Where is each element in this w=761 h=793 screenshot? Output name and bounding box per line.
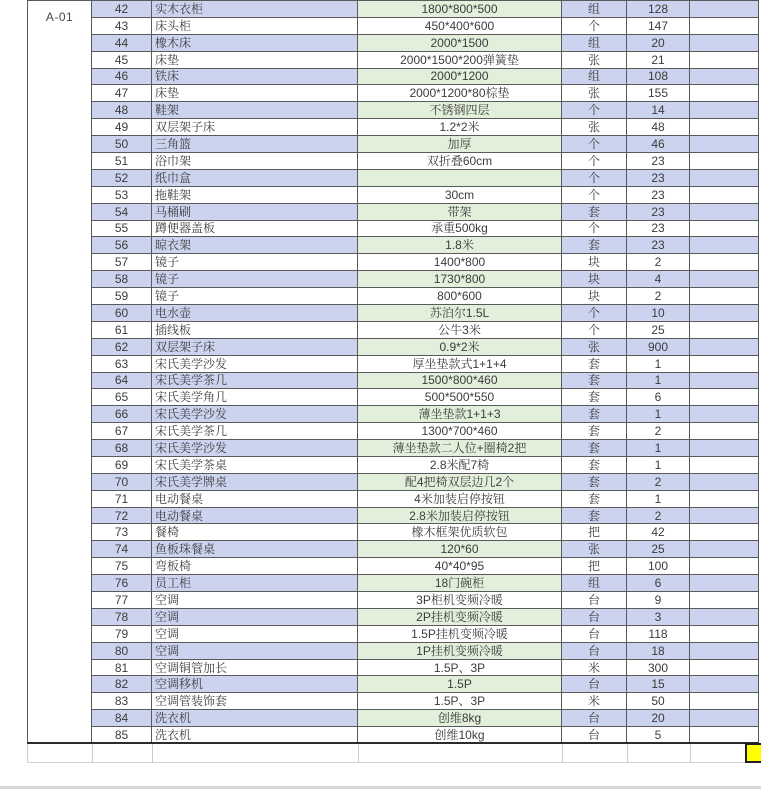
- cell-unit-row64[interactable]: 套: [562, 373, 627, 390]
- cell-no-row52[interactable]: 52: [92, 170, 152, 187]
- cell-blank-row72[interactable]: [690, 508, 759, 525]
- cell-blank-row67[interactable]: [690, 423, 759, 440]
- cell-unit-row68[interactable]: 套: [562, 440, 627, 457]
- cell-unit-row59[interactable]: 块: [562, 288, 627, 305]
- cell-unit-row57[interactable]: 块: [562, 254, 627, 271]
- cell-qty-row51[interactable]: 23: [627, 153, 690, 170]
- gridline: [627, 744, 628, 762]
- table-bottom-border: [27, 742, 759, 744]
- cell-item-row75[interactable]: 弯板椅: [152, 558, 358, 575]
- cell-no-row48[interactable]: 48: [92, 102, 152, 119]
- cell-no-row54[interactable]: 54: [92, 204, 152, 221]
- cell-qty-row47[interactable]: 155: [627, 85, 690, 102]
- cell-item-row64[interactable]: 宋氏美学茶几: [152, 373, 358, 390]
- cell-unit-row51[interactable]: 个: [562, 153, 627, 170]
- cell-no-row61[interactable]: 61: [92, 322, 152, 339]
- cell-spec-row46[interactable]: 2000*1200: [358, 69, 562, 86]
- cell-blank-row44[interactable]: [690, 35, 759, 52]
- cell-no-row63[interactable]: 63: [92, 356, 152, 373]
- cell-no-row56[interactable]: 56: [92, 237, 152, 254]
- cell-spec-row79[interactable]: 1.5P挂机变频冷暖: [358, 626, 562, 643]
- cell-item-row72[interactable]: 电动餐桌: [152, 508, 358, 525]
- cell-unit-row61[interactable]: 个: [562, 322, 627, 339]
- cell-qty-row59[interactable]: 2: [627, 288, 690, 305]
- cell-item-row69[interactable]: 宋氏美学茶桌: [152, 457, 358, 474]
- cell-qty-row74[interactable]: 25: [627, 541, 690, 558]
- cell-qty-row82[interactable]: 15: [627, 676, 690, 693]
- cell-item-row68[interactable]: 宋氏美学沙发: [152, 440, 358, 457]
- cell-unit-row84[interactable]: 台: [562, 710, 627, 727]
- cell-qty-row60[interactable]: 10: [627, 305, 690, 322]
- cell-item-row42[interactable]: 实木衣柜: [152, 1, 358, 18]
- cell-blank-row61[interactable]: [690, 322, 759, 339]
- cell-blank-row75[interactable]: [690, 558, 759, 575]
- cell-qty-row75[interactable]: 100: [627, 558, 690, 575]
- cell-spec-row44[interactable]: 2000*1500: [358, 35, 562, 52]
- cell-item-row83[interactable]: 空调管装饰套: [152, 693, 358, 710]
- cell-spec-row69[interactable]: 2.8米配7椅: [358, 457, 562, 474]
- cell-spec-row77[interactable]: 3P柜机变频冷暖: [358, 592, 562, 609]
- cell-spec-row82[interactable]: 1.5P: [358, 676, 562, 693]
- cell-unit-row54[interactable]: 套: [562, 204, 627, 221]
- cell-no-row70[interactable]: 70: [92, 474, 152, 491]
- cell-qty-row85[interactable]: 5: [627, 727, 690, 744]
- cell-unit-row70[interactable]: 套: [562, 474, 627, 491]
- cell-blank-row64[interactable]: [690, 373, 759, 390]
- cell-unit-row80[interactable]: 台: [562, 643, 627, 660]
- cell-unit-row52[interactable]: 个: [562, 170, 627, 187]
- cell-spec-row72[interactable]: 2.8米加装启停按钮: [358, 508, 562, 525]
- cell-item-row59[interactable]: 镜子: [152, 288, 358, 305]
- cell-blank-row54[interactable]: [690, 204, 759, 221]
- cell-blank-row42[interactable]: [690, 1, 759, 18]
- cell-spec-row48[interactable]: 不锈钢四层: [358, 102, 562, 119]
- cell-item-row67[interactable]: 宋氏美学茶几: [152, 423, 358, 440]
- cell-blank-row83[interactable]: [690, 693, 759, 710]
- cell-no-row43[interactable]: 43: [92, 18, 152, 35]
- cell-spec-row63[interactable]: 厚坐垫款式1+1+4: [358, 356, 562, 373]
- cell-no-row80[interactable]: 80: [92, 643, 152, 660]
- cell-qty-row77[interactable]: 9: [627, 592, 690, 609]
- cell-item-row82[interactable]: 空调移机: [152, 676, 358, 693]
- cell-blank-row65[interactable]: [690, 389, 759, 406]
- cell-unit-row66[interactable]: 套: [562, 406, 627, 423]
- cell-item-row54[interactable]: 马桶刷: [152, 204, 358, 221]
- cell-item-row65[interactable]: 宋氏美学角几: [152, 389, 358, 406]
- cell-no-row65[interactable]: 65: [92, 389, 152, 406]
- cell-unit-row67[interactable]: 套: [562, 423, 627, 440]
- cell-qty-row62[interactable]: 900: [627, 339, 690, 356]
- cell-spec-row56[interactable]: 1.8米: [358, 237, 562, 254]
- cell-unit-row58[interactable]: 块: [562, 271, 627, 288]
- cell-no-row77[interactable]: 77: [92, 592, 152, 609]
- cell-no-row78[interactable]: 78: [92, 609, 152, 626]
- cell-item-row51[interactable]: 浴巾架: [152, 153, 358, 170]
- cell-blank-row53[interactable]: [690, 187, 759, 204]
- cell-item-row71[interactable]: 电动餐桌: [152, 491, 358, 508]
- cell-qty-row73[interactable]: 42: [627, 524, 690, 541]
- cell-qty-row78[interactable]: 3: [627, 609, 690, 626]
- cell-unit-row76[interactable]: 组: [562, 575, 627, 592]
- cell-spec-row81[interactable]: 1.5P、3P: [358, 660, 562, 677]
- cell-blank-row70[interactable]: [690, 474, 759, 491]
- cell-blank-row57[interactable]: [690, 254, 759, 271]
- cell-qty-row54[interactable]: 23: [627, 204, 690, 221]
- cell-blank-row82[interactable]: [690, 676, 759, 693]
- cell-spec-row83[interactable]: 1.5P、3P: [358, 693, 562, 710]
- cell-spec-row75[interactable]: 40*40*95: [358, 558, 562, 575]
- cell-qty-row79[interactable]: 118: [627, 626, 690, 643]
- cell-qty-row42[interactable]: 128: [627, 1, 690, 18]
- cell-unit-row72[interactable]: 套: [562, 508, 627, 525]
- cell-no-row82[interactable]: 82: [92, 676, 152, 693]
- cell-qty-row52[interactable]: 23: [627, 170, 690, 187]
- cell-no-row68[interactable]: 68: [92, 440, 152, 457]
- cell-unit-row56[interactable]: 套: [562, 237, 627, 254]
- cell-blank-row63[interactable]: [690, 356, 759, 373]
- cell-qty-row55[interactable]: 23: [627, 221, 690, 238]
- cell-item-row74[interactable]: 鱼板珠餐桌: [152, 541, 358, 558]
- cell-spec-row51[interactable]: 双折叠60cm: [358, 153, 562, 170]
- zone-label-cell[interactable]: A-01: [27, 0, 92, 744]
- cell-qty-row66[interactable]: 1: [627, 406, 690, 423]
- gridline: [92, 744, 93, 762]
- cell-no-row51[interactable]: 51: [92, 153, 152, 170]
- cell-blank-row47[interactable]: [690, 85, 759, 102]
- cell-no-row71[interactable]: 71: [92, 491, 152, 508]
- cell-item-row56[interactable]: 晾衣架: [152, 237, 358, 254]
- cell-qty-row43[interactable]: 147: [627, 18, 690, 35]
- cell-spec-row60[interactable]: 苏泊尔1.5L: [358, 305, 562, 322]
- inventory-table: [92, 0, 759, 744]
- cell-spec-row84[interactable]: 创维8kg: [358, 710, 562, 727]
- cell-blank-row76[interactable]: [690, 575, 759, 592]
- cell-spec-row68[interactable]: 薄坐垫款二人位+圈椅2把: [358, 440, 562, 457]
- cell-item-row55[interactable]: 蹲便器盖板: [152, 221, 358, 238]
- cell-blank-row49[interactable]: [690, 119, 759, 136]
- cell-unit-row75[interactable]: 把: [562, 558, 627, 575]
- cell-spec-row45[interactable]: 2000*1500*200弹簧垫: [358, 52, 562, 69]
- cell-qty-row72[interactable]: 2: [627, 508, 690, 525]
- cell-unit-row45[interactable]: 张: [562, 52, 627, 69]
- cell-item-row77[interactable]: 空调: [152, 592, 358, 609]
- cell-qty-row68[interactable]: 1: [627, 440, 690, 457]
- cell-no-row55[interactable]: 55: [92, 221, 152, 238]
- cell-spec-row49[interactable]: 1.2*2米: [358, 119, 562, 136]
- cell-no-row46[interactable]: 46: [92, 69, 152, 86]
- cell-item-row53[interactable]: 拖鞋架: [152, 187, 358, 204]
- cell-blank-row60[interactable]: [690, 305, 759, 322]
- cell-no-row74[interactable]: 74: [92, 541, 152, 558]
- cell-no-row50[interactable]: 50: [92, 136, 152, 153]
- cell-unit-row74[interactable]: 张: [562, 541, 627, 558]
- cell-unit-row79[interactable]: 台: [562, 626, 627, 643]
- cell-item-row57[interactable]: 镜子: [152, 254, 358, 271]
- cell-spec-row47[interactable]: 2000*1200*80棕垫: [358, 85, 562, 102]
- cell-blank-row69[interactable]: [690, 457, 759, 474]
- cell-blank-row73[interactable]: [690, 524, 759, 541]
- cell-qty-row69[interactable]: 1: [627, 457, 690, 474]
- cell-spec-row65[interactable]: 500*500*550: [358, 389, 562, 406]
- cell-item-row78[interactable]: 空调: [152, 609, 358, 626]
- cell-no-row59[interactable]: 59: [92, 288, 152, 305]
- cell-no-row81[interactable]: 81: [92, 660, 152, 677]
- cell-unit-row62[interactable]: 张: [562, 339, 627, 356]
- cell-blank-row79[interactable]: [690, 626, 759, 643]
- cell-qty-row70[interactable]: 2: [627, 474, 690, 491]
- cell-item-row60[interactable]: 电水壶: [152, 305, 358, 322]
- cell-no-row47[interactable]: 47: [92, 85, 152, 102]
- cell-item-row44[interactable]: 橡木床: [152, 35, 358, 52]
- cell-item-row85[interactable]: 洗衣机: [152, 727, 358, 744]
- cell-item-row46[interactable]: 铁床: [152, 69, 358, 86]
- cell-qty-row61[interactable]: 25: [627, 322, 690, 339]
- gridline: [690, 744, 691, 762]
- cell-qty-row67[interactable]: 2: [627, 423, 690, 440]
- cell-blank-row51[interactable]: [690, 153, 759, 170]
- cell-no-row58[interactable]: 58: [92, 271, 152, 288]
- cell-blank-row56[interactable]: [690, 237, 759, 254]
- cell-unit-row48[interactable]: 个: [562, 102, 627, 119]
- cell-unit-row81[interactable]: 米: [562, 660, 627, 677]
- cell-spec-row61[interactable]: 公牛3米: [358, 322, 562, 339]
- cell-spec-row53[interactable]: 30cm: [358, 187, 562, 204]
- cell-item-row62[interactable]: 双层架子床: [152, 339, 358, 356]
- cell-qty-row56[interactable]: 23: [627, 237, 690, 254]
- cell-blank-row80[interactable]: [690, 643, 759, 660]
- cell-blank-row58[interactable]: [690, 271, 759, 288]
- cell-unit-row73[interactable]: 把: [562, 524, 627, 541]
- cell-item-row81[interactable]: 空调铜管加长: [152, 660, 358, 677]
- cell-spec-row70[interactable]: 配4把椅双层边几2个: [358, 474, 562, 491]
- cell-item-row61[interactable]: 插线板: [152, 322, 358, 339]
- cell-blank-row59[interactable]: [690, 288, 759, 305]
- cell-item-row49[interactable]: 双层架子床: [152, 119, 358, 136]
- cell-spec-row78[interactable]: 2P挂机变频冷暖: [358, 609, 562, 626]
- cell-blank-row48[interactable]: [690, 102, 759, 119]
- cell-unit-row65[interactable]: 套: [562, 389, 627, 406]
- cell-item-row66[interactable]: 宋氏美学沙发: [152, 406, 358, 423]
- cell-spec-row62[interactable]: 0.9*2米: [358, 339, 562, 356]
- cell-spec-row59[interactable]: 800*600: [358, 288, 562, 305]
- cell-unit-row63[interactable]: 套: [562, 356, 627, 373]
- cell-spec-row71[interactable]: 4米加装启停按钮: [358, 491, 562, 508]
- cell-qty-row76[interactable]: 6: [627, 575, 690, 592]
- cell-unit-row42[interactable]: 组: [562, 1, 627, 18]
- cell-no-row83[interactable]: 83: [92, 693, 152, 710]
- cell-qty-row71[interactable]: 1: [627, 491, 690, 508]
- cell-no-row57[interactable]: 57: [92, 254, 152, 271]
- cell-item-row47[interactable]: 床垫: [152, 85, 358, 102]
- cell-spec-row57[interactable]: 1400*800: [358, 254, 562, 271]
- gridline: [562, 744, 563, 762]
- cell-item-row52[interactable]: 纸巾盒: [152, 170, 358, 187]
- cell-spec-row64[interactable]: 1500*800*460: [358, 373, 562, 390]
- cell-blank-row52[interactable]: [690, 170, 759, 187]
- cell-qty-row45[interactable]: 21: [627, 52, 690, 69]
- cell-item-row84[interactable]: 洗衣机: [152, 710, 358, 727]
- cell-no-row73[interactable]: 73: [92, 524, 152, 541]
- window-edge-bar: [0, 786, 761, 789]
- cell-item-row70[interactable]: 宋氏美学牌桌: [152, 474, 358, 491]
- cell-item-row80[interactable]: 空调: [152, 643, 358, 660]
- cell-no-row67[interactable]: 67: [92, 423, 152, 440]
- gridline: [358, 744, 359, 762]
- cell-unit-row85[interactable]: 台: [562, 727, 627, 744]
- cell-no-row62[interactable]: 62: [92, 339, 152, 356]
- cell-unit-row71[interactable]: 套: [562, 491, 627, 508]
- cell-qty-row53[interactable]: 23: [627, 187, 690, 204]
- cell-item-row48[interactable]: 鞋架: [152, 102, 358, 119]
- cell-blank-row78[interactable]: [690, 609, 759, 626]
- cell-spec-row58[interactable]: 1730*800: [358, 271, 562, 288]
- cell-blank-row45[interactable]: [690, 52, 759, 69]
- gridline: [152, 744, 153, 762]
- cell-unit-row55[interactable]: 个: [562, 221, 627, 238]
- cell-unit-row83[interactable]: 米: [562, 693, 627, 710]
- cell-spec-row43[interactable]: 450*400*600: [358, 18, 562, 35]
- gridline: [27, 744, 28, 762]
- cell-no-row66[interactable]: 66: [92, 406, 152, 423]
- cell-item-row76[interactable]: 员工柜: [152, 575, 358, 592]
- cell-blank-row74[interactable]: [690, 541, 759, 558]
- cell-unit-row44[interactable]: 组: [562, 35, 627, 52]
- cell-no-row79[interactable]: 79: [92, 626, 152, 643]
- cell-spec-row52[interactable]: [358, 170, 562, 187]
- cell-spec-row85[interactable]: 创维10kg: [358, 727, 562, 744]
- cell-blank-row81[interactable]: [690, 660, 759, 677]
- cell-blank-row71[interactable]: [690, 491, 759, 508]
- cell-unit-row50[interactable]: 个: [562, 136, 627, 153]
- cell-qty-row48[interactable]: 14: [627, 102, 690, 119]
- cell-qty-row64[interactable]: 1: [627, 373, 690, 390]
- cell-spec-row50[interactable]: 加厚: [358, 136, 562, 153]
- cell-item-row50[interactable]: 三角篮: [152, 136, 358, 153]
- cell-qty-row46[interactable]: 108: [627, 69, 690, 86]
- cell-blank-row84[interactable]: [690, 710, 759, 727]
- cell-blank-row50[interactable]: [690, 136, 759, 153]
- cell-no-row45[interactable]: 45: [92, 52, 152, 69]
- cell-qty-row80[interactable]: 18: [627, 643, 690, 660]
- cell-unit-row60[interactable]: 个: [562, 305, 627, 322]
- cell-spec-row80[interactable]: 1P挂机变频冷暖: [358, 643, 562, 660]
- cell-no-row49[interactable]: 49: [92, 119, 152, 136]
- cell-unit-row53[interactable]: 个: [562, 187, 627, 204]
- cell-spec-row66[interactable]: 薄坐垫款1+1+3: [358, 406, 562, 423]
- cell-item-row73[interactable]: 餐椅: [152, 524, 358, 541]
- cell-item-row45[interactable]: 床垫: [152, 52, 358, 69]
- cell-no-row53[interactable]: 53: [92, 187, 152, 204]
- cell-item-row79[interactable]: 空调: [152, 626, 358, 643]
- gridline: [27, 762, 761, 763]
- cell-blank-row46[interactable]: [690, 69, 759, 86]
- cell-no-row72[interactable]: 72: [92, 508, 152, 525]
- cell-no-row44[interactable]: 44: [92, 35, 152, 52]
- cell-qty-row63[interactable]: 1: [627, 356, 690, 373]
- cell-no-row84[interactable]: 84: [92, 710, 152, 727]
- cell-item-row63[interactable]: 宋氏美学沙发: [152, 356, 358, 373]
- cell-qty-row83[interactable]: 50: [627, 693, 690, 710]
- cell-unit-row43[interactable]: 个: [562, 18, 627, 35]
- cell-qty-row50[interactable]: 46: [627, 136, 690, 153]
- cell-spec-row73[interactable]: 橡木框架优质软包: [358, 524, 562, 541]
- cell-spec-row54[interactable]: 带架: [358, 204, 562, 221]
- highlight-cell[interactable]: [745, 743, 761, 763]
- cell-blank-row68[interactable]: [690, 440, 759, 457]
- cell-blank-row43[interactable]: [690, 18, 759, 35]
- cell-qty-row57[interactable]: 2: [627, 254, 690, 271]
- cell-spec-row74[interactable]: 120*60: [358, 541, 562, 558]
- cell-unit-row69[interactable]: 套: [562, 457, 627, 474]
- cell-unit-row82[interactable]: 台: [562, 676, 627, 693]
- cell-unit-row47[interactable]: 张: [562, 85, 627, 102]
- cell-blank-row55[interactable]: [690, 221, 759, 238]
- cell-spec-row42[interactable]: 1800*800*500: [358, 1, 562, 18]
- cell-spec-row76[interactable]: 18门碗柜: [358, 575, 562, 592]
- cell-qty-row65[interactable]: 6: [627, 389, 690, 406]
- cell-spec-row67[interactable]: 1300*700*460: [358, 423, 562, 440]
- cell-qty-row81[interactable]: 300: [627, 660, 690, 677]
- cell-qty-row49[interactable]: 48: [627, 119, 690, 136]
- cell-item-row43[interactable]: 床头柜: [152, 18, 358, 35]
- cell-unit-row77[interactable]: 台: [562, 592, 627, 609]
- cell-qty-row58[interactable]: 4: [627, 271, 690, 288]
- cell-no-row85[interactable]: 85: [92, 727, 152, 744]
- cell-item-row58[interactable]: 镜子: [152, 271, 358, 288]
- cell-blank-row77[interactable]: [690, 592, 759, 609]
- cell-blank-row66[interactable]: [690, 406, 759, 423]
- cell-no-row69[interactable]: 69: [92, 457, 152, 474]
- cell-no-row60[interactable]: 60: [92, 305, 152, 322]
- cell-unit-row78[interactable]: 台: [562, 609, 627, 626]
- cell-no-row64[interactable]: 64: [92, 373, 152, 390]
- cell-no-row75[interactable]: 75: [92, 558, 152, 575]
- cell-unit-row49[interactable]: 张: [562, 119, 627, 136]
- cell-qty-row84[interactable]: 20: [627, 710, 690, 727]
- cell-blank-row62[interactable]: [690, 339, 759, 356]
- cell-qty-row44[interactable]: 20: [627, 35, 690, 52]
- cell-no-row42[interactable]: 42: [92, 1, 152, 18]
- cell-unit-row46[interactable]: 组: [562, 69, 627, 86]
- cell-spec-row55[interactable]: 承重500kg: [358, 221, 562, 238]
- cell-no-row76[interactable]: 76: [92, 575, 152, 592]
